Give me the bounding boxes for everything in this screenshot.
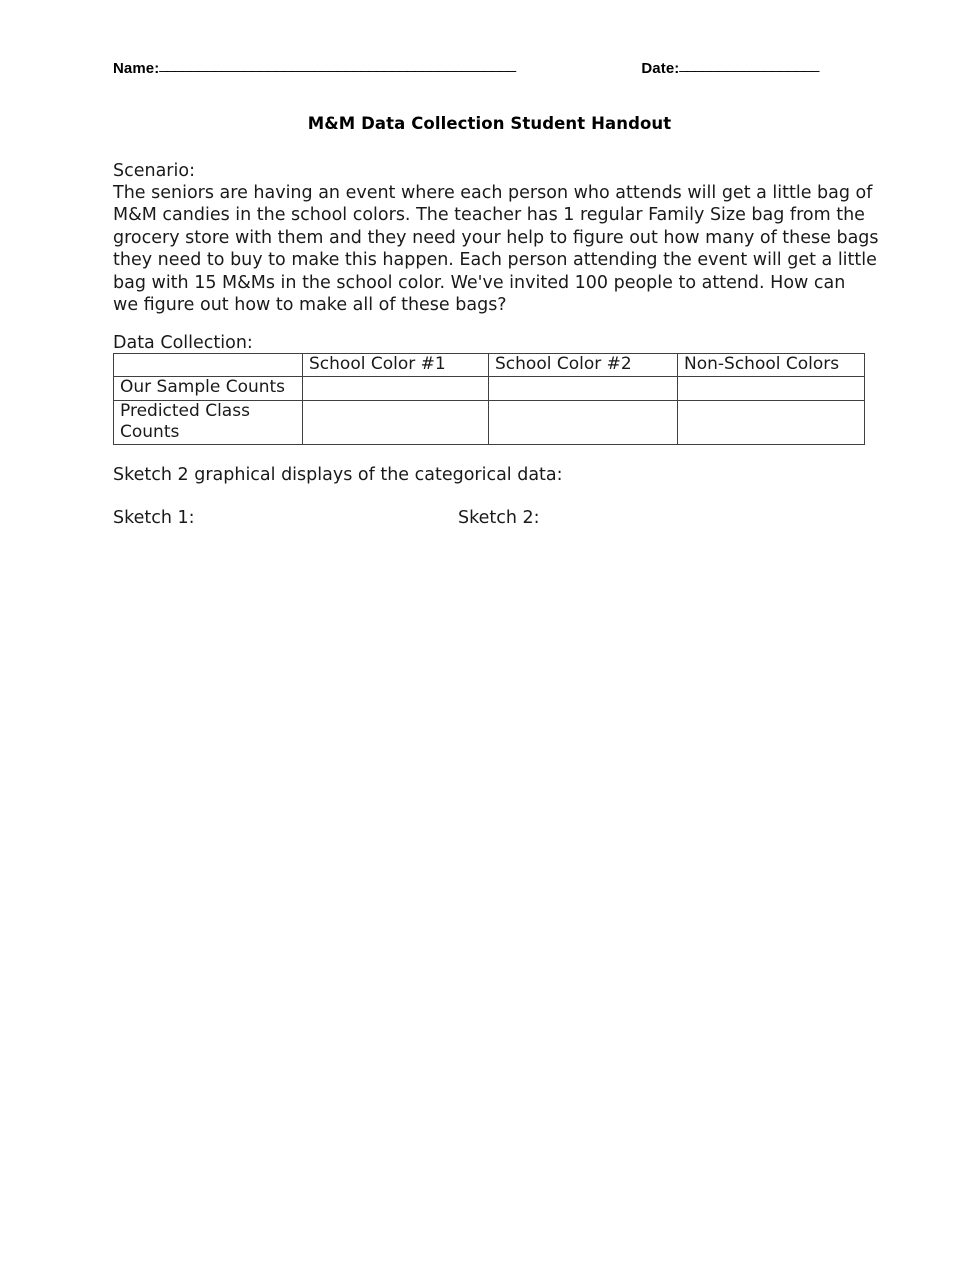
cell-sample-nonschool[interactable] <box>678 377 865 401</box>
row-label-predicted-class-counts: Predicted Class Counts <box>114 401 303 445</box>
scenario-paragraph <box>113 182 879 316</box>
scenario-line: bag with 15 M&Ms in the school color. We've invited 100 people to attend. How can <box>113 272 846 293</box>
scenario-line: grocery store with them and they need your help to figure out how many of these bags <box>113 227 879 248</box>
scenario-line: they need to buy to make this happen. Each person attending the event will get a little <box>113 250 877 271</box>
cell-predicted-color2[interactable] <box>489 401 678 445</box>
scenario-line: we figure out how to make all of these bags? <box>113 295 507 316</box>
scenario-heading: Scenario: <box>113 161 195 181</box>
name-input-rule[interactable]: ______________________________________________ <box>159 56 516 73</box>
table-corner-cell <box>114 354 303 377</box>
name-date-row <box>113 56 873 80</box>
sketch-1-label: Sketch 1: <box>113 508 195 528</box>
cell-sample-color2[interactable] <box>489 377 678 401</box>
date-label: Date: <box>641 60 680 77</box>
cell-predicted-nonschool[interactable] <box>678 401 865 445</box>
sketch-instructions: Sketch 2 graphical displays of the categorical data: <box>113 465 563 485</box>
date-field-group <box>641 56 839 77</box>
table-row <box>114 377 865 401</box>
sketch-2-label: Sketch 2: <box>458 508 540 528</box>
data-collection-heading: Data Collection: <box>113 333 253 353</box>
column-header-non-school-colors: Non-School Colors <box>678 354 865 377</box>
table-row <box>114 401 865 445</box>
data-collection-table <box>113 353 865 445</box>
name-field-group <box>113 56 579 77</box>
date-input-rule[interactable]: __________________ <box>679 56 819 73</box>
scenario-line: M&M candies in the school colors. The teacher has 1 regular Family Size bag from the <box>113 205 865 226</box>
column-header-school-color-2: School Color #2 <box>489 354 678 377</box>
name-label: Name: <box>113 60 160 77</box>
sketch-labels-row <box>113 507 813 529</box>
scenario-line: The seniors are having an event where each person who attends will get a little bag of <box>113 183 873 203</box>
cell-predicted-color1[interactable] <box>303 401 489 445</box>
column-header-school-color-1: School Color #1 <box>303 354 489 377</box>
student-work-area[interactable] <box>113 540 864 1200</box>
table-header-row <box>114 354 865 377</box>
row-label-our-sample-counts: Our Sample Counts <box>114 377 303 401</box>
page-title: M&M Data Collection Student Handout <box>307 114 672 133</box>
cell-sample-color1[interactable] <box>303 377 489 401</box>
